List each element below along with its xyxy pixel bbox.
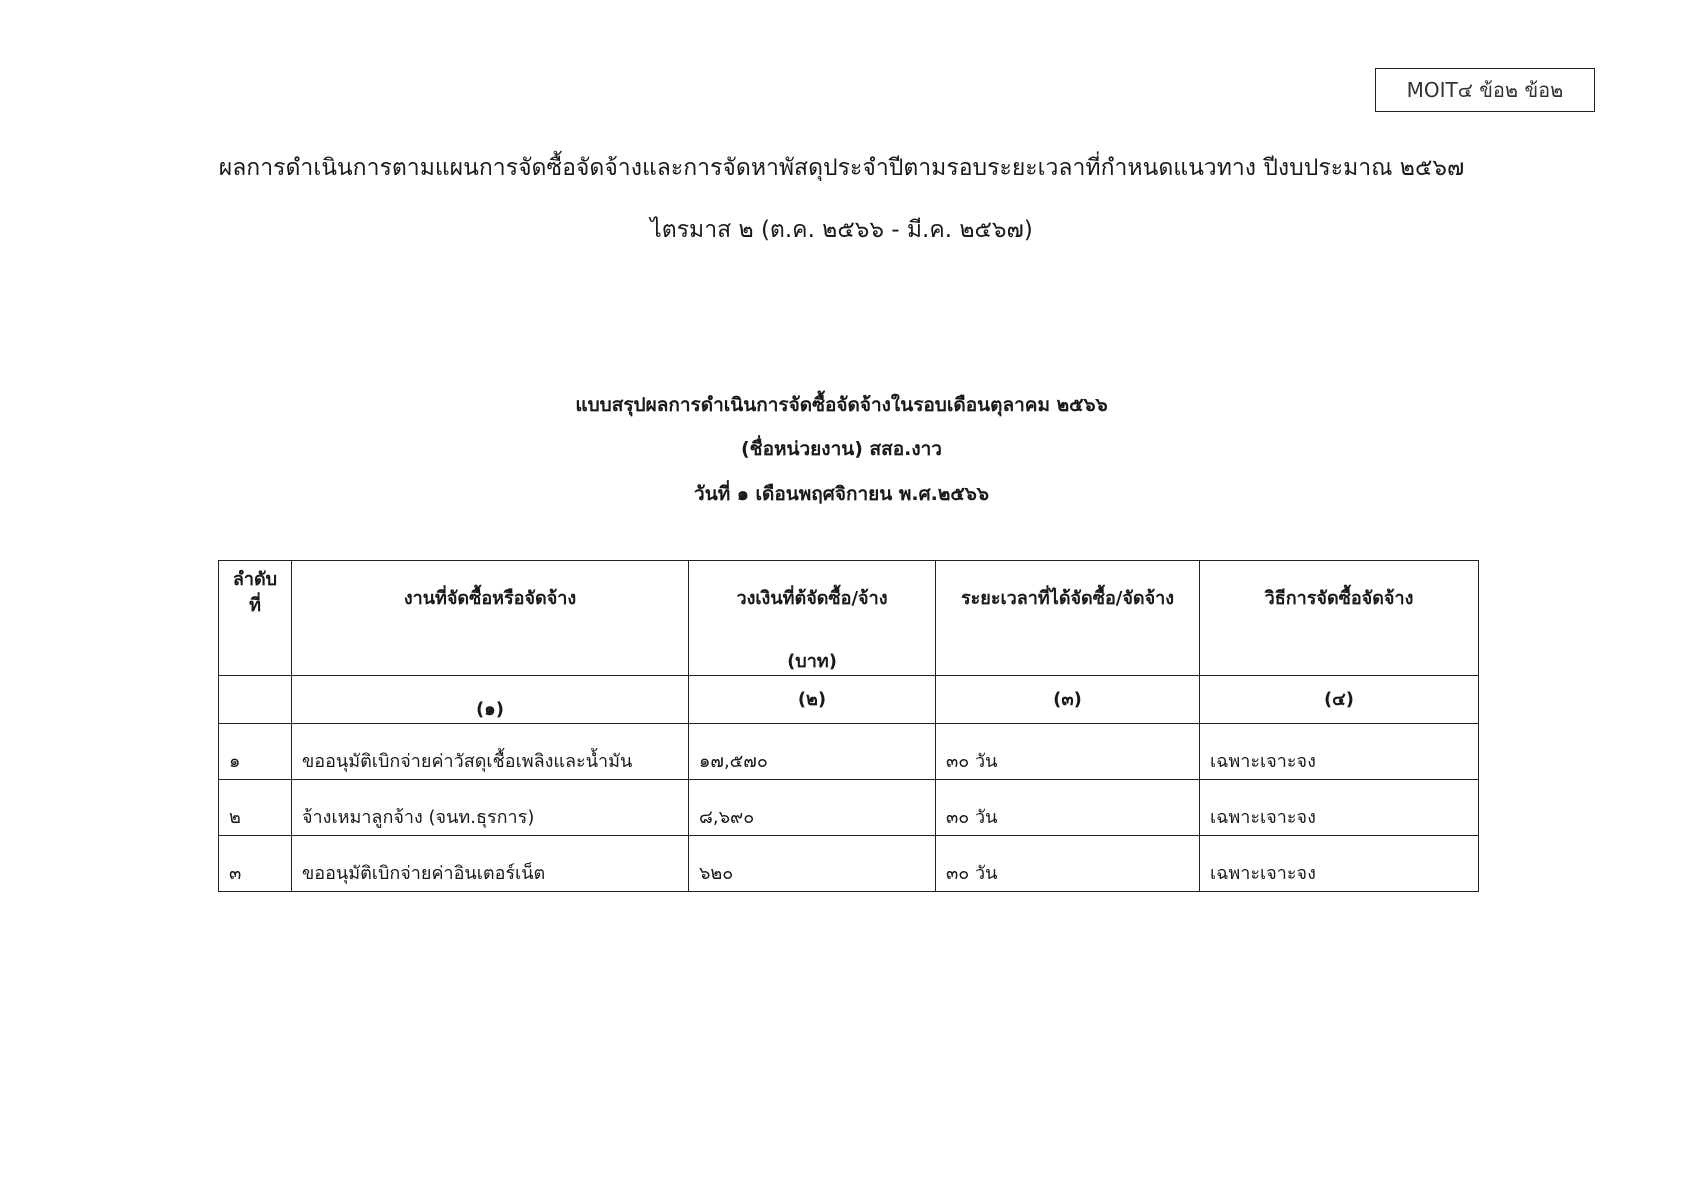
header-method: วิธีการจัดซื้อจัดจ้าง: [1200, 561, 1479, 676]
header-item: งานที่จัดซื้อหรือจัดจ้าง: [292, 561, 689, 676]
row-seq: ๒: [219, 780, 292, 836]
row-period: ๓๐ วัน: [936, 724, 1200, 780]
row-item: จ้างเหมาลูกจ้าง (จนท.ธุรการ): [292, 780, 689, 836]
column-number-2: (๒): [689, 676, 936, 724]
row-budget: ๖๒๐: [689, 836, 936, 892]
procurement-table: [218, 560, 1479, 892]
row-period: ๓๐ วัน: [936, 780, 1200, 836]
column-number-empty: [219, 676, 292, 724]
document-code-badge: MOIT๔ ข้อ๒ ข้อ๒: [1375, 68, 1595, 112]
header-period: ระยะเวลาที่ได้จัดซื้อ/จัดจ้าง: [936, 561, 1200, 676]
table-header-row: [219, 561, 1479, 676]
row-item: ขออนุมัติเบิกจ่ายค่าวัสดุเชื้อเพลิงและน้ำมัน: [292, 724, 689, 780]
row-item: ขออนุมัติเบิกจ่ายค่าอินเตอร์เน็ต: [292, 836, 689, 892]
row-method: เฉพาะเจาะจง: [1200, 836, 1479, 892]
row-seq: ๓: [219, 836, 292, 892]
row-method: เฉพาะเจาะจง: [1200, 724, 1479, 780]
summary-title: แบบสรุปผลการดำเนินการจัดซื้อจัดจ้างในรอบเดือนตุลาคม ๒๕๖๖: [575, 394, 1108, 416]
report-date: วันที่ ๑ เดือนพฤศจิกายน พ.ศ.๒๕๖๖: [694, 483, 989, 505]
row-seq: ๑: [219, 724, 292, 780]
column-number-4: (๔): [1200, 676, 1479, 724]
report-quarter: ไตรมาส ๒ (ต.ค. ๒๕๖๖ - มี.ค. ๒๕๖๗): [650, 217, 1033, 243]
header-budget: วงเงินที่ต้จัดซื้อ/จ้าง (บาท): [689, 561, 936, 676]
row-budget: ๘,๖๙๐: [689, 780, 936, 836]
column-number-3: (๓): [936, 676, 1200, 724]
unit-name: (ชื่อหน่วยงาน) สสอ.งาว: [741, 438, 942, 460]
header-seq-line1: ลำดับ: [232, 569, 278, 590]
row-budget: ๑๗,๕๗๐: [689, 724, 936, 780]
row-period: ๓๐ วัน: [936, 836, 1200, 892]
column-number-1: (๑): [292, 676, 689, 724]
header-seq-line2: ที่: [249, 595, 261, 616]
table-row: [219, 724, 1479, 780]
header-budget-unit: (บาท): [787, 651, 837, 672]
table-row: [219, 836, 1479, 892]
report-title: ผลการดำเนินการตามแผนการจัดซื้อจัดจ้างและการจัดหาพัสดุประจำปีตามรอบระยะเวลาที่กำหนดแนวทาง ปีงบประมาณ ๒๕๖๗: [218, 155, 1465, 181]
column-number-row: [219, 676, 1479, 724]
row-method: เฉพาะเจาะจง: [1200, 780, 1479, 836]
table-row: [219, 780, 1479, 836]
header-seq: [219, 561, 292, 676]
